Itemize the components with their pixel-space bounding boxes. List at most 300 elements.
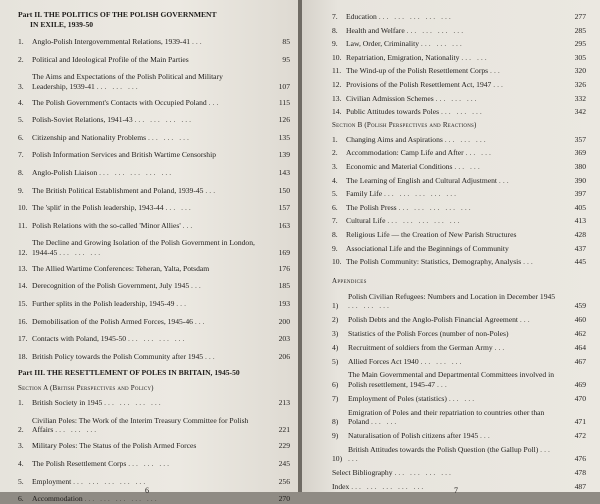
- entry-title-wrap: [32, 55, 264, 64]
- leader-dots: ... ... ...: [55, 425, 99, 435]
- entry-title-wrap: [32, 281, 264, 290]
- section-a-heading: Section A (British Perspectives and Policy): [18, 384, 154, 393]
- entry-title-wrap: [32, 238, 264, 257]
- entry-title-wrap: [32, 264, 264, 273]
- leader-dots: ... ... ... ... ...: [99, 167, 174, 177]
- entry-number: 4.: [18, 458, 24, 468]
- entry-page-number: 380: [574, 161, 586, 171]
- leader-dots: ...: [490, 66, 502, 76]
- entry-title-wrap: [348, 329, 560, 338]
- entry-page-number: 107: [278, 81, 290, 91]
- toc-entry: [18, 203, 290, 212]
- bibliography-text: Select Bibliography: [332, 468, 393, 478]
- entry-number: 8): [332, 417, 339, 427]
- entry-title: Economic and Material Conditions: [346, 161, 453, 171]
- entry-title: Public Attitudes towards Poles: [346, 107, 440, 117]
- entry-number: 18.: [18, 351, 28, 361]
- entry-page-number: 193: [278, 298, 290, 308]
- entry-number: 7.: [332, 12, 338, 21]
- left-page-number: 6: [145, 486, 149, 495]
- entry-title-wrap: [32, 352, 264, 361]
- entry-title-wrap: [32, 317, 264, 326]
- entry-title: The British Political Establishment and Poland, 1939-45: [32, 185, 204, 195]
- entry-title: Accommodation: Camp Life and After: [346, 148, 464, 158]
- entry-title: British Attitudes towards the Polish Question (the Gallup Poll): [348, 444, 539, 454]
- entry-page-number: 85: [282, 37, 290, 46]
- part-2-title-line2: IN EXILE, 1939-50: [30, 20, 94, 29]
- entry-page-number: 277: [574, 12, 586, 21]
- toc-entry: [18, 186, 290, 195]
- entry-title: The 'split' in the Polish leadership, 1943-44: [32, 203, 164, 213]
- leader-dots: ... ... ... ... ...: [84, 494, 159, 504]
- entry-number: 9.: [18, 185, 24, 195]
- toc-entry: [332, 203, 586, 212]
- entry-title: The Decline and Growing Isolation of the Polish Government in London, 1944-45: [32, 238, 255, 257]
- entry-title-wrap: [348, 292, 560, 311]
- entry-title: Emigration of Poles and their repatriation to countries other than Poland: [348, 407, 545, 427]
- entry-number: 11.: [332, 66, 342, 76]
- entry-page-number: 460: [574, 314, 586, 324]
- leader-dots: ...: [493, 79, 505, 89]
- entry-number: 10.: [332, 52, 342, 62]
- toc-entry: [18, 72, 290, 91]
- toc-entry: [18, 37, 290, 46]
- leader-dots: ... ... ... ...: [104, 398, 163, 408]
- leader-dots: ... ...: [461, 52, 489, 62]
- toc-entry: [18, 264, 290, 273]
- part-2-title-line1: Part II. THE POLITICS OF THE POLISH GOVERNMENT: [18, 10, 217, 19]
- toc-entry: [332, 66, 586, 75]
- entry-title-wrap: [32, 133, 264, 142]
- entry-title-wrap: [348, 343, 560, 352]
- entry-page-number: 357: [574, 134, 586, 144]
- index-text: Index: [332, 481, 350, 491]
- entry-number: 2.: [18, 54, 24, 64]
- entry-title-wrap: [348, 357, 560, 366]
- entry-title-wrap: [346, 94, 560, 103]
- leader-dots: ... ...: [454, 161, 482, 171]
- entry-title-wrap: [348, 394, 560, 403]
- section-a-continued-list: [332, 12, 586, 117]
- entry-title-wrap: [348, 370, 560, 389]
- leader-dots: ...: [176, 298, 188, 308]
- entry-title-wrap: [348, 431, 560, 440]
- toc-entry: [332, 445, 586, 464]
- toc-entry: [18, 334, 290, 343]
- entry-page-number: 305: [574, 52, 586, 62]
- toc-entry: [18, 416, 290, 435]
- entry-page-number: 472: [574, 430, 586, 440]
- toc-entry: [332, 370, 586, 389]
- leader-dots: ... ... ... ... ...: [387, 216, 462, 226]
- toc-entry: [18, 238, 290, 257]
- entry-title-wrap: [348, 445, 560, 464]
- entry-number: 6.: [18, 132, 24, 142]
- entry-title: The Aims and Expectations of the Polish Political and Military Leadership, 1939-41: [32, 72, 223, 91]
- entry-title-wrap: [346, 244, 560, 253]
- entry-title: Polish-Soviet Relations, 1941-43: [32, 115, 133, 125]
- right-page: [302, 0, 600, 495]
- leader-dots: ... ...: [448, 393, 477, 403]
- entry-title: Statistics of the Polish Forces (number of non-Poles): [348, 328, 509, 338]
- entry-number: 1.: [332, 134, 338, 144]
- entry-title: The Polish Government's Contacts with Occupied Poland: [32, 97, 207, 107]
- leader-dots: ... ...: [165, 203, 193, 213]
- entry-title: Further splits in the Polish leadership, 1945-49: [32, 298, 175, 308]
- entry-title-wrap: [32, 441, 264, 450]
- toc-entry: [332, 394, 586, 403]
- leader-dots: ... ...: [348, 444, 552, 464]
- entry-number: 5.: [332, 189, 338, 199]
- entry-title: Education: [346, 12, 377, 21]
- entry-title-wrap: [346, 12, 560, 21]
- entry-page-number: 295: [574, 39, 586, 49]
- entry-page-number: 143: [278, 167, 290, 177]
- part-3-heading: Part III. THE RESETTLEMENT OF POLES IN BRITAIN, 1945-50: [18, 368, 240, 378]
- entry-page-number: 285: [574, 25, 586, 35]
- entry-title-wrap: [346, 162, 560, 171]
- entry-number: 16.: [18, 316, 28, 326]
- entry-page-number: 245: [278, 458, 290, 468]
- entry-title-wrap: [32, 98, 264, 107]
- toc-entry: [18, 133, 290, 142]
- entry-title: The Polish Resettlement Corps: [32, 458, 127, 468]
- toc-entry: [332, 53, 586, 62]
- entry-number: 8.: [332, 229, 338, 239]
- entry-page-number: 462: [574, 328, 586, 338]
- leader-dots: ...: [208, 97, 221, 107]
- entry-number: 10.: [332, 257, 342, 267]
- entry-title: Family Life: [346, 189, 383, 199]
- entry-title: Recruitment of soldiers from the German Army: [348, 342, 493, 352]
- entry-number: 10.: [18, 203, 28, 213]
- entry-title: The Main Governmental and Departmental Committees involved in Polish resettlement, 1945-47: [348, 370, 555, 389]
- entry-title-wrap: [32, 416, 264, 435]
- entry-title: Civilian Poles: The Work of the Interim Treasury Committee for Polish Affairs: [32, 415, 249, 435]
- entry-page-number: 157: [278, 203, 290, 213]
- entry-title: The Learning of English and Cultural Adjustment: [346, 175, 498, 185]
- entry-title-wrap: [346, 189, 560, 198]
- toc-entry: [18, 98, 290, 107]
- entry-title-wrap: [346, 26, 560, 35]
- entry-number: 14.: [18, 281, 28, 291]
- leader-dots: ...: [437, 379, 449, 389]
- toc-entry: [332, 357, 586, 366]
- entry-number: 4): [332, 342, 339, 352]
- toc-entry: [18, 281, 290, 290]
- entry-page-number: 185: [278, 281, 290, 291]
- section-b-contents-list: [332, 135, 586, 267]
- entry-title: The Polish Community: Statistics, Demography, Analysis: [346, 257, 522, 267]
- entry-title-wrap: [346, 203, 560, 212]
- entry-number: 9.: [332, 39, 338, 49]
- entry-title-wrap: [32, 221, 264, 230]
- entry-page-number: 229: [278, 441, 290, 451]
- toc-entry: [18, 115, 290, 124]
- entry-number: 6.: [332, 202, 338, 212]
- leader-dots: ...: [498, 175, 511, 185]
- entry-title: Anglo-Polish Intergovernmental Relations, 1939-41: [32, 37, 191, 46]
- bibliography-entry: [332, 468, 586, 477]
- toc-entry: [332, 12, 586, 21]
- entry-number: 2): [332, 314, 339, 324]
- entry-number: 5.: [18, 115, 24, 125]
- leader-dots: ... ...: [465, 148, 493, 158]
- entry-title: Polish Relations with the so-called 'Minor Allies': [32, 220, 181, 230]
- entry-page-number: 115: [278, 97, 290, 107]
- leader-dots: ... ... ...: [440, 107, 484, 117]
- part-2-contents-list: [18, 37, 290, 361]
- entry-number: 2.: [18, 425, 24, 435]
- entry-title-wrap: [32, 115, 264, 124]
- entry-title: Citizenship and Nationality Problems: [32, 132, 147, 142]
- leader-dots: ... ... ...: [59, 247, 103, 257]
- entry-number: 13.: [332, 93, 342, 103]
- entry-title-wrap: [32, 459, 264, 468]
- entry-title: Provisions of the Polish Resettlement Act, 1947: [346, 79, 492, 89]
- entry-page-number: 95: [282, 54, 290, 64]
- entry-number: 3.: [18, 441, 24, 451]
- entry-page-number: 470: [574, 393, 586, 403]
- toc-entry: [332, 176, 586, 185]
- entry-title: Military Poles: The Status of the Polish Armed Forces: [32, 441, 197, 451]
- entry-page-number: 203: [278, 334, 290, 344]
- toc-entry: [18, 150, 290, 159]
- section-a-contents-list: [18, 398, 290, 503]
- toc-entry: [18, 441, 290, 450]
- entry-number: 9.: [332, 243, 338, 253]
- leader-dots: ... ... ... ...: [406, 25, 466, 35]
- entry-title-wrap: [346, 176, 560, 185]
- entry-title-wrap: [348, 315, 560, 324]
- entry-title-wrap: [346, 230, 560, 239]
- entry-page-number: 320: [574, 66, 586, 76]
- entry-page-number: 467: [574, 356, 586, 366]
- leader-dots: ... ... ... ... ...: [383, 189, 459, 199]
- toc-entry: [18, 494, 290, 503]
- toc-entry: [18, 352, 290, 361]
- toc-entry: [332, 315, 586, 324]
- leader-dots: ... ... ... ... ...: [398, 202, 473, 212]
- entry-title-wrap: [346, 216, 560, 225]
- entry-page-number: 459: [574, 300, 586, 310]
- leader-dots: ... ... ...: [96, 81, 140, 91]
- bibliography-page: 478: [574, 468, 586, 478]
- entry-number: 1.: [18, 398, 24, 408]
- entry-title: Cultural Life: [346, 216, 386, 226]
- entry-number: 17.: [18, 334, 28, 344]
- toc-entry: [332, 257, 586, 266]
- entry-page-number: 390: [574, 175, 586, 185]
- entry-number: 3): [332, 328, 339, 338]
- entry-title: Polish Civilian Refugees: Numbers and Location in December 1945: [348, 291, 556, 301]
- entry-title-wrap: [346, 257, 560, 266]
- entry-title: British Policy towards the Polish Community after 1945: [32, 351, 204, 361]
- entry-page-number: 126: [278, 115, 290, 125]
- entry-title-wrap: [32, 150, 264, 159]
- entry-title-wrap: [32, 37, 264, 46]
- toc-entry: [18, 317, 290, 326]
- entry-page-number: 163: [278, 220, 290, 230]
- entry-title: Allied Forces Act 1940: [348, 356, 419, 366]
- entry-title-wrap: [32, 398, 264, 407]
- entry-title: Employment of Poles (statistics): [348, 393, 447, 403]
- entry-title: Derecognition of the Polish Government, July 1945: [32, 281, 190, 291]
- entry-page-number: 332: [574, 93, 586, 103]
- toc-entry: [332, 343, 586, 352]
- entry-title-wrap: [346, 53, 560, 62]
- entry-title: Polish Debts and the Anglo-Polish Financial Agreement: [348, 314, 518, 324]
- entry-page-number: 342: [574, 107, 586, 117]
- leader-dots: ... ... ... ... ...: [378, 12, 453, 21]
- toc-entry: [18, 459, 290, 468]
- entry-title: Associational Life and the Beginnings of Community: [346, 243, 509, 253]
- entry-page-number: 476: [574, 454, 586, 464]
- leader-dots: ... ... ... ...: [394, 468, 453, 478]
- entry-number: 15.: [18, 298, 28, 308]
- toc-entry: [332, 162, 586, 171]
- entry-number: 14.: [332, 107, 342, 117]
- entry-title: Polish Information Services and British Wartime Censorship: [32, 150, 217, 160]
- entry-title-wrap: [346, 80, 560, 89]
- entry-number: 4.: [332, 175, 338, 185]
- leader-dots: ... ... ... ... ...: [351, 481, 426, 491]
- entry-title: Employment: [32, 476, 72, 486]
- index-entry: [332, 482, 586, 491]
- entry-title-wrap: [346, 66, 560, 75]
- entry-title: Naturalisation of Polish citizens after 1945: [348, 430, 479, 440]
- entry-number: 11.: [18, 220, 28, 230]
- section-b-heading: Section B (Polish Perspectives and Reactions): [332, 120, 477, 129]
- entry-page-number: 213: [278, 398, 290, 408]
- leader-dots: ...: [523, 257, 535, 267]
- entry-number: 4.: [18, 97, 24, 107]
- entry-number: 7.: [332, 216, 338, 226]
- entry-title-wrap: [346, 135, 560, 144]
- entry-number: 9): [332, 430, 339, 440]
- leader-dots: ... ... ...: [148, 132, 191, 142]
- leader-dots: ... ... ...: [435, 93, 479, 103]
- entry-title-wrap: [32, 477, 264, 486]
- entry-number: 5): [332, 356, 339, 366]
- toc-entry: [332, 107, 586, 116]
- leader-dots: ...: [205, 185, 218, 195]
- entry-title: The Allied Wartime Conferences: Teheran, Yalta, Potsdam: [32, 263, 210, 273]
- entry-title-wrap: [346, 107, 560, 116]
- entry-title: Religious Life — the Creation of New Parish Structures: [346, 229, 517, 239]
- leader-dots: ... ... ... ...: [134, 115, 194, 125]
- entry-title-wrap: [32, 299, 264, 308]
- toc-entry: [332, 230, 586, 239]
- entry-number: 8.: [332, 25, 338, 35]
- leader-dots: ... ... ... ...: [127, 334, 187, 344]
- entry-number: 5.: [18, 476, 24, 486]
- entry-title-wrap: [348, 408, 560, 427]
- toc-entry: [332, 26, 586, 35]
- toc-entry: [332, 244, 586, 253]
- toc-entry: [332, 216, 586, 225]
- entry-number: 12.: [332, 79, 342, 89]
- entry-title: Demobilisation of the Polish Armed Forces, 1945-46: [32, 316, 193, 326]
- entry-title: Health and Welfare: [346, 25, 405, 35]
- entry-title-wrap: [32, 334, 264, 343]
- entry-number: 7.: [18, 150, 24, 160]
- entry-title-wrap: [32, 186, 264, 195]
- entry-title-wrap: [346, 39, 560, 48]
- entry-number: 8.: [18, 167, 24, 177]
- entry-page-number: 445: [574, 257, 586, 267]
- leader-dots: ... ... ...: [128, 458, 172, 468]
- entry-number: 1.: [18, 37, 24, 46]
- entry-title: Repatriation, Emigration, Nationality: [346, 52, 460, 62]
- toc-entry: [18, 168, 290, 177]
- entry-title: Anglo-Polish Liaison: [32, 167, 98, 177]
- leader-dots: ... ... ...: [444, 134, 488, 144]
- left-page: [0, 0, 298, 504]
- entry-page-number: 437: [574, 243, 586, 253]
- leader-dots: ... ... ...: [348, 300, 391, 310]
- entry-page-number: 369: [574, 148, 586, 158]
- toc-entry: [332, 39, 586, 48]
- entry-title: Law, Order, Criminality: [346, 39, 420, 49]
- leader-dots: ...: [182, 220, 195, 230]
- toc-entry: [332, 135, 586, 144]
- leader-dots: ...: [191, 37, 204, 46]
- entry-title: Contacts with Poland, 1945-50: [32, 334, 127, 344]
- entry-title: Accommodation: [32, 494, 83, 504]
- appendices-heading: Appendices: [332, 276, 367, 285]
- leader-dots: ...: [494, 342, 507, 352]
- entry-page-number: 169: [278, 247, 290, 257]
- entry-number: 10): [332, 454, 343, 464]
- entry-number: 7): [332, 393, 339, 403]
- entry-page-number: 270: [278, 494, 290, 504]
- entry-title: The Wind-up of the Polish Resettlement Corps: [346, 66, 489, 76]
- entry-page-number: 413: [574, 216, 586, 226]
- toc-entry: [332, 80, 586, 89]
- toc-entry: [18, 221, 290, 230]
- entry-title: Political and Ideological Profile of the Main Parties: [32, 54, 189, 64]
- entry-page-number: 469: [574, 379, 586, 389]
- entry-page-number: 464: [574, 342, 586, 352]
- entry-page-number: 200: [278, 316, 290, 326]
- entry-title: British Society in 1945: [32, 398, 103, 408]
- index-page: 487: [574, 481, 586, 491]
- leader-dots: ...: [480, 430, 492, 440]
- entry-number: 13.: [18, 263, 28, 273]
- toc-entry: [332, 431, 586, 440]
- leader-dots: ... ... ...: [420, 39, 464, 49]
- entry-number: 3.: [18, 81, 24, 91]
- toc-entry: [18, 299, 290, 308]
- leader-dots: ... ... ... ... ...: [73, 476, 148, 486]
- entry-page-number: 256: [278, 476, 290, 486]
- entry-page-number: 471: [574, 417, 586, 427]
- entry-page-number: 428: [574, 229, 586, 239]
- entry-number: 2.: [332, 148, 338, 158]
- entry-title-wrap: [32, 168, 264, 177]
- part-2-heading: [18, 10, 290, 30]
- entry-title-wrap: [32, 494, 264, 503]
- leader-dots: ...: [194, 316, 207, 326]
- entry-page-number: 139: [278, 150, 290, 160]
- entry-page-number: 397: [574, 189, 586, 199]
- entry-page-number: 135: [278, 132, 290, 142]
- right-page-number: 7: [454, 486, 458, 495]
- entry-page-number: 221: [278, 425, 290, 435]
- entry-title-wrap: [346, 148, 560, 157]
- entry-page-number: 326: [574, 79, 586, 89]
